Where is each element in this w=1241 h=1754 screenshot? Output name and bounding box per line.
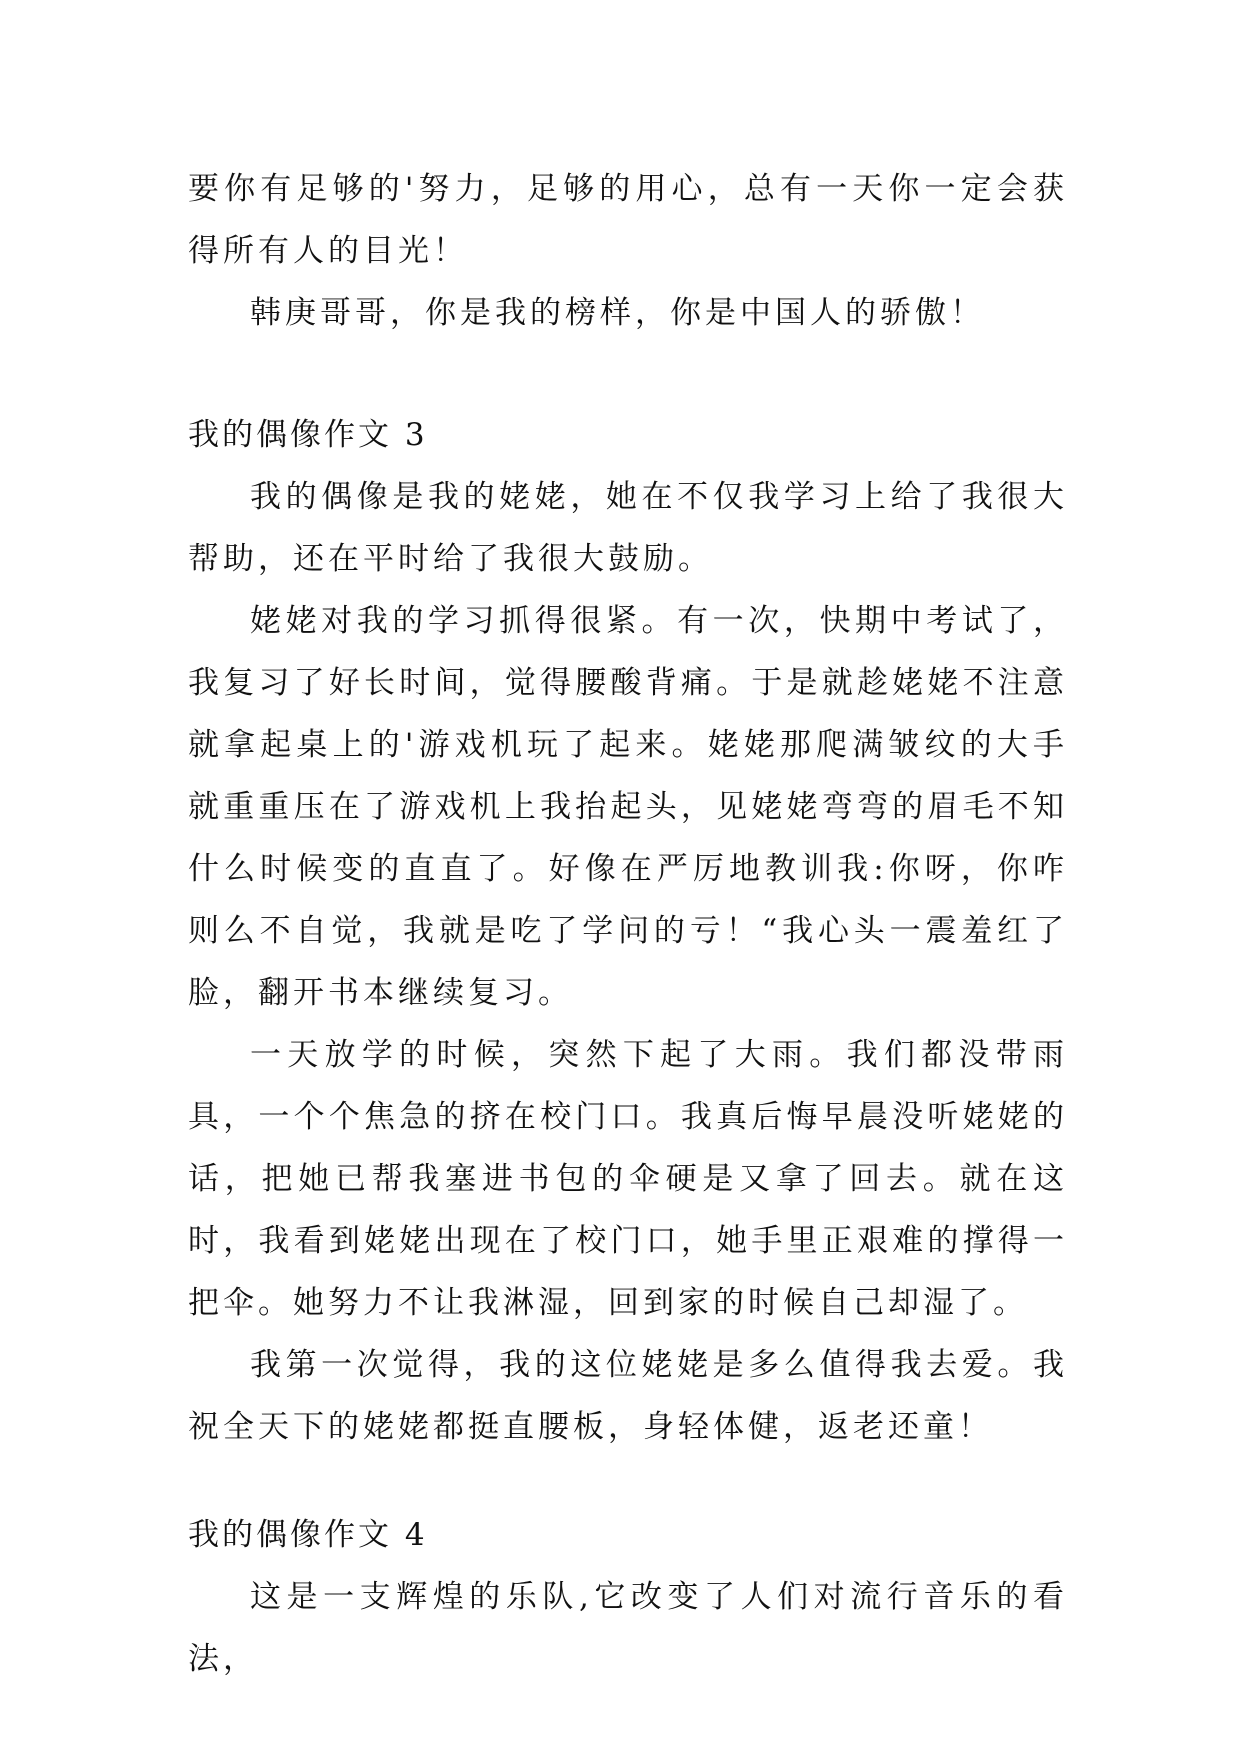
paragraph: 我第一次觉得，我的这位姥姥是多么值得我去爱。我祝全天下的姥姥都挺直腰板，身轻体健，返老还童！ — [188, 1347, 1068, 1445]
section-heading-4: 我的偶像作文 4 — [188, 1517, 428, 1553]
paragraph: 姥姥对我的学习抓得很紧。有一次，快期中考试了，我复习了好长时间，觉得腰酸背痛。于是就趁姥姥不注意就拿起桌上的'游戏机玩了起来。姥姥那爬满皱纹的大手就重重压在了游戏机上我抬起头，见姥姥弯弯的眉毛不知什么时候变的直直了。好像在严厉地教训我:你呀，你咋则么不自觉，我就是吃了学问的亏！“我心头一震羞红了脸，翻开书本继续复习。 — [188, 603, 1068, 1011]
document-body — [188, 158, 1068, 1690]
paragraph-continuation: 要你有足够的'努力，足够的用心，总有一天你一定会获得所有人的目光！ — [188, 171, 1068, 269]
paragraph: 这是一支辉煌的乐队,它改变了人们对流行音乐的看法， — [188, 1579, 1068, 1677]
paragraph: 一天放学的时候，突然下起了大雨。我们都没带雨具，一个个焦急的挤在校门口。我真后悔早晨没听姥姥的话，把她已帮我塞进书包的伞硬是又拿了回去。就在这时，我看到姥姥出现在了校门口，她手里正艰难的撑得一把伞。她努力不让我淋湿，回到家的时候自己却湿了。 — [188, 1037, 1068, 1321]
section-heading-3: 我的偶像作文 3 — [188, 417, 428, 453]
paragraph-closing: 韩庚哥哥，你是我的榜样，你是中国人的骄傲！ — [250, 295, 985, 331]
paragraph: 我的偶像是我的姥姥，她在不仅我学习上给了我很大帮助，还在平时给了我很大鼓励。 — [188, 479, 1068, 577]
